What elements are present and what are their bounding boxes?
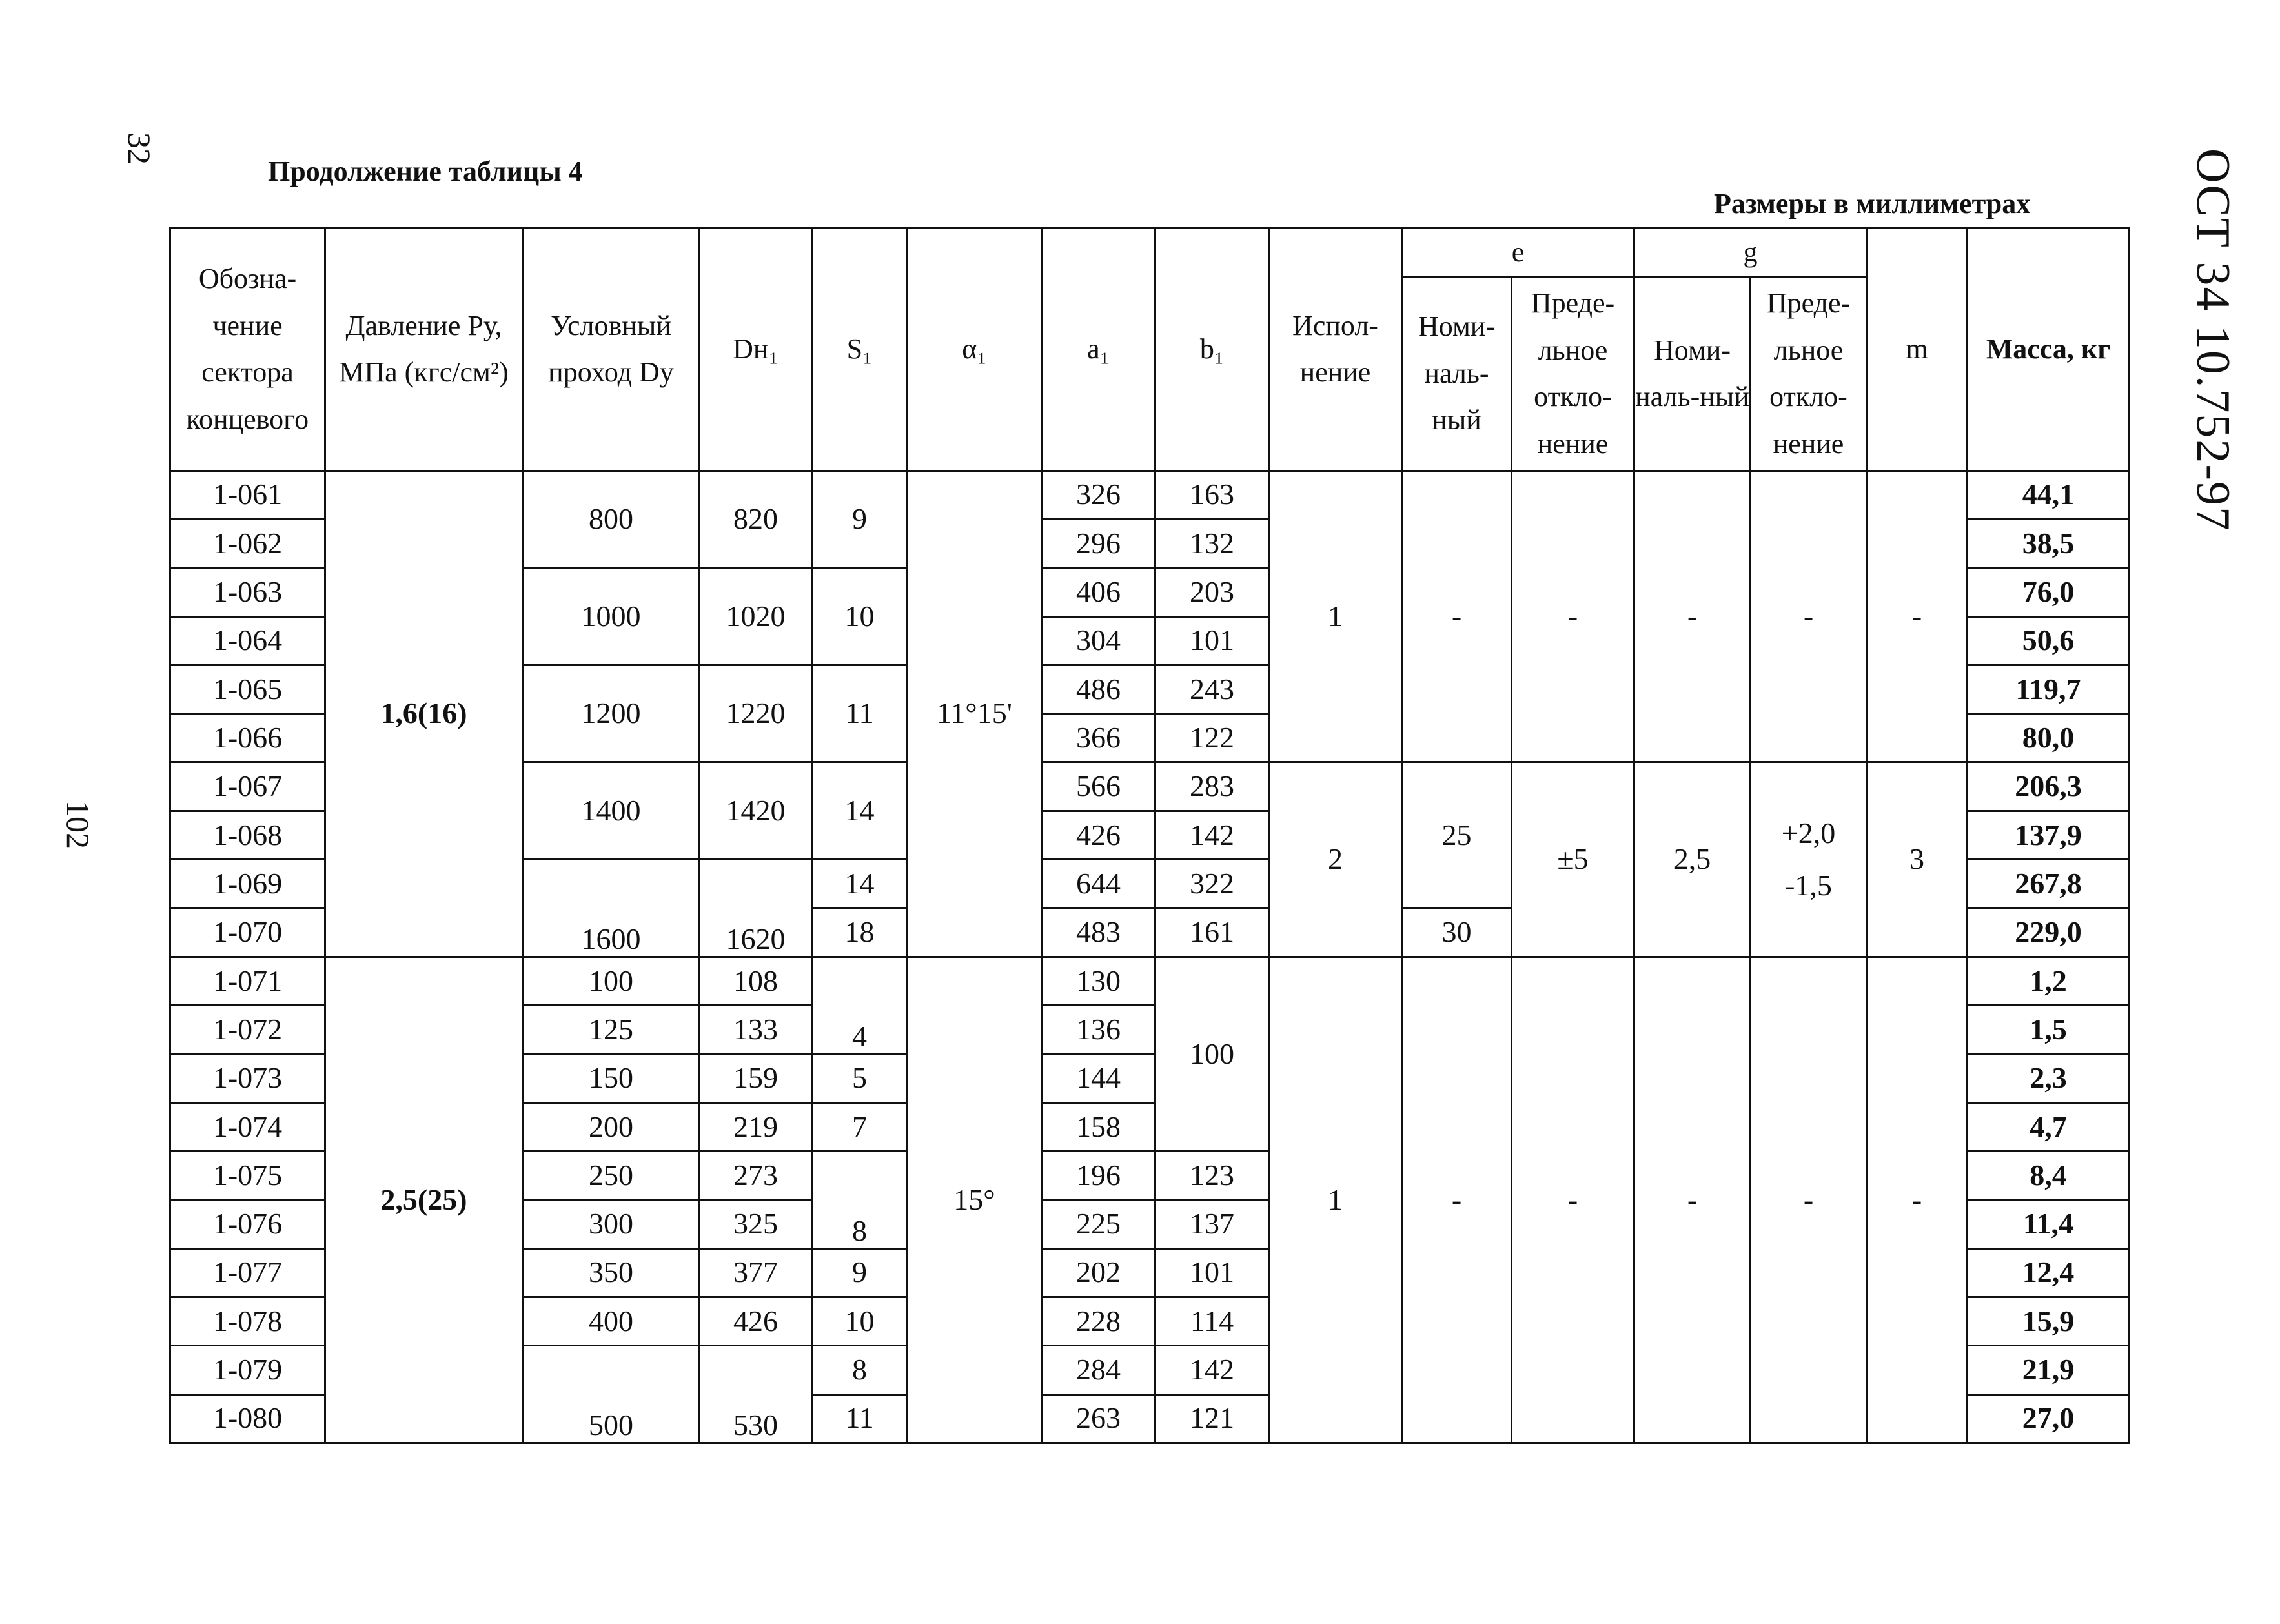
header-b: b₁ [1155,228,1269,471]
dy-cell: 250 [523,1151,700,1199]
header-e-tolerance: Преде-льное откло-нение [1512,277,1634,471]
a-cell: 566 [1042,762,1155,811]
e-nominal-cell: - [1402,957,1512,1443]
a-cell: 366 [1042,714,1155,762]
b-cell: 121 [1155,1394,1269,1443]
a-cell: 284 [1042,1346,1155,1394]
a-cell: 483 [1042,908,1155,957]
mass-cell: 50,6 [1968,616,2130,665]
dy-cell: 1600 [523,860,700,957]
version-cell: 1 [1269,957,1402,1443]
dy-cell: 800 [523,471,700,568]
alpha-cell: 11°15' [908,471,1042,957]
row-id: 1-068 [170,811,325,859]
row-id: 1-064 [170,616,325,665]
mass-cell: 8,4 [1968,1151,2130,1199]
version-cell: 2 [1269,762,1402,957]
a-cell: 426 [1042,811,1155,859]
row-id: 1-066 [170,714,325,762]
dy-cell: 500 [523,1346,700,1443]
mass-cell: 137,9 [1968,811,2130,859]
a-cell: 130 [1042,957,1155,1005]
row-id: 1-070 [170,908,325,957]
row-id: 1-076 [170,1200,325,1248]
dn-cell: 108 [700,957,812,1005]
a-cell: 486 [1042,665,1155,713]
dn-cell: 426 [700,1297,812,1345]
s-cell: 8 [812,1346,908,1394]
row-id: 1-071 [170,957,325,1005]
b-cell: 137 [1155,1200,1269,1248]
a-cell: 136 [1042,1006,1155,1054]
mass-cell: 15,9 [1968,1297,2130,1345]
row-id: 1-078 [170,1297,325,1345]
dn-cell: 530 [700,1346,812,1443]
s-cell: 10 [812,1297,908,1345]
dn-cell: 133 [700,1006,812,1054]
dn-cell: 219 [700,1102,812,1151]
g-tolerance-cell [1751,762,1867,957]
b-cell: 163 [1155,471,1269,519]
a-cell: 202 [1042,1248,1155,1297]
row-id: 1-069 [170,860,325,908]
dy-cell: 125 [523,1006,700,1054]
header-version: Испол-нение [1269,228,1402,471]
row-id: 1-074 [170,1102,325,1151]
mass-cell: 4,7 [1968,1102,2130,1151]
b-cell: 203 [1155,568,1269,616]
s-cell: 7 [812,1102,908,1151]
m-cell: 3 [1867,762,1968,957]
mass-cell: 38,5 [1968,519,2130,567]
mass-cell: 44,1 [1968,471,2130,519]
mass-cell: 21,9 [1968,1346,2130,1394]
header-m: m [1867,228,1968,471]
a-cell: 144 [1042,1054,1155,1102]
row-id: 1-073 [170,1054,325,1102]
header-e-nominal: Номи-наль-ный [1402,277,1512,471]
side-page-number: 102 [60,800,96,849]
table-caption: Продолжение таблицы 4 [268,156,583,187]
g-tolerance-lower: -1,5 [1785,868,1832,902]
e-nominal-cell: 25 [1402,762,1512,908]
row-id: 1-075 [170,1151,325,1199]
b-cell: 142 [1155,1346,1269,1394]
dn-cell: 1220 [700,665,812,762]
dimensions-table [169,227,2130,1444]
s-cell: 14 [812,860,908,908]
e-tolerance-cell: - [1512,471,1634,762]
dn-cell: 273 [700,1151,812,1199]
mass-cell: 267,8 [1968,860,2130,908]
a-cell: 225 [1042,1200,1155,1248]
dn-cell: 1420 [700,762,812,860]
m-cell: - [1867,471,1968,762]
b-cell: 101 [1155,616,1269,665]
e-tolerance-cell: ±5 [1512,762,1634,957]
header-nominal-bore: Условный проход Dу [523,228,700,471]
b-cell: 122 [1155,714,1269,762]
mass-cell: 12,4 [1968,1248,2130,1297]
header-g-tolerance: Преде-льное откло-нение [1751,277,1867,471]
header-mass: Масса, кг [1968,228,2130,471]
b-cell: 322 [1155,860,1269,908]
s-cell: 10 [812,568,908,665]
row-id: 1-080 [170,1394,325,1443]
mass-cell: 206,3 [1968,762,2130,811]
dy-cell: 200 [523,1102,700,1151]
row-id: 1-079 [170,1346,325,1394]
s-cell: 4 [812,957,908,1054]
row-id: 1-067 [170,762,325,811]
header-dn: Dн₁ [700,228,812,471]
g-nominal-cell: - [1634,957,1751,1443]
mass-cell: 11,4 [1968,1200,2130,1248]
mass-cell: 1,2 [1968,957,2130,1005]
b-cell: 283 [1155,762,1269,811]
header-alpha: α₁ [908,228,1042,471]
a-cell: 196 [1042,1151,1155,1199]
b-cell: 142 [1155,811,1269,859]
dn-cell: 1620 [700,860,812,957]
mass-cell: 80,0 [1968,714,2130,762]
g-nominal-cell: - [1634,471,1751,762]
mass-cell: 119,7 [1968,665,2130,713]
row-id: 1-072 [170,1006,325,1054]
version-cell: 1 [1269,471,1402,762]
a-cell: 406 [1042,568,1155,616]
mass-cell: 229,0 [1968,908,2130,957]
mass-cell: 27,0 [1968,1394,2130,1443]
s-cell: 11 [812,1394,908,1443]
row-id: 1-077 [170,1248,325,1297]
dn-cell: 377 [700,1248,812,1297]
a-cell: 263 [1042,1394,1155,1443]
dy-cell: 100 [523,957,700,1005]
s-cell: 11 [812,665,908,762]
g-tolerance-upper: +2,0 [1781,817,1836,849]
header-a: a₁ [1042,228,1155,471]
a-cell: 304 [1042,616,1155,665]
row-id: 1-062 [170,519,325,567]
header-s: S₁ [812,228,908,471]
s-cell: 18 [812,908,908,957]
dy-cell: 1200 [523,665,700,762]
dn-cell: 159 [700,1054,812,1102]
pressure-cell: 2,5(25) [325,957,523,1443]
mass-cell: 2,3 [1968,1054,2130,1102]
b-cell: 161 [1155,908,1269,957]
dn-cell: 325 [700,1200,812,1248]
g-nominal-cell: 2,5 [1634,762,1751,957]
s-cell: 5 [812,1054,908,1102]
mass-cell: 76,0 [1968,568,2130,616]
b-cell: 100 [1155,957,1269,1151]
s-cell: 9 [812,1248,908,1297]
pressure-cell: 1,6(16) [325,471,523,957]
header-pressure: Давление Ру, МПа (кгс/см²) [325,228,523,471]
s-cell: 9 [812,471,908,568]
e-nominal-cell: - [1402,471,1512,762]
alpha-cell: 15° [908,957,1042,1443]
row-id: 1-063 [170,568,325,616]
g-tolerance-cell: - [1751,957,1867,1443]
dy-cell: 300 [523,1200,700,1248]
dn-cell: 820 [700,471,812,568]
a-cell: 326 [1042,471,1155,519]
b-cell: 243 [1155,665,1269,713]
row-id: 1-061 [170,471,325,519]
m-cell: - [1867,957,1968,1443]
header-designation: Обозна-чение сектора концевого [170,228,325,471]
s-cell: 8 [812,1151,908,1248]
b-cell: 123 [1155,1151,1269,1199]
e-tolerance-cell: - [1512,957,1634,1443]
b-cell: 132 [1155,519,1269,567]
standard-code: ОСТ 34 10.752-97 [2186,148,2239,533]
a-cell: 228 [1042,1297,1155,1345]
a-cell: 644 [1042,860,1155,908]
a-cell: 296 [1042,519,1155,567]
header-g-nominal: Номи-наль-ный [1634,277,1751,471]
e-nominal-cell: 30 [1402,908,1512,957]
b-cell: 101 [1155,1248,1269,1297]
dy-cell: 1400 [523,762,700,860]
b-cell: 114 [1155,1297,1269,1345]
dn-cell: 1020 [700,568,812,665]
dy-cell: 350 [523,1248,700,1297]
header-g: g [1634,228,1867,278]
page-number: 32 [121,132,158,165]
mass-cell: 1,5 [1968,1006,2130,1054]
header-e: e [1402,228,1634,278]
dy-cell: 150 [523,1054,700,1102]
a-cell: 158 [1042,1102,1155,1151]
s-cell: 14 [812,762,908,860]
dy-cell: 400 [523,1297,700,1345]
row-id: 1-065 [170,665,325,713]
dy-cell: 1000 [523,568,700,665]
units-note: Размеры в миллиметрах [1714,188,2031,219]
g-tolerance-cell: - [1751,471,1867,762]
